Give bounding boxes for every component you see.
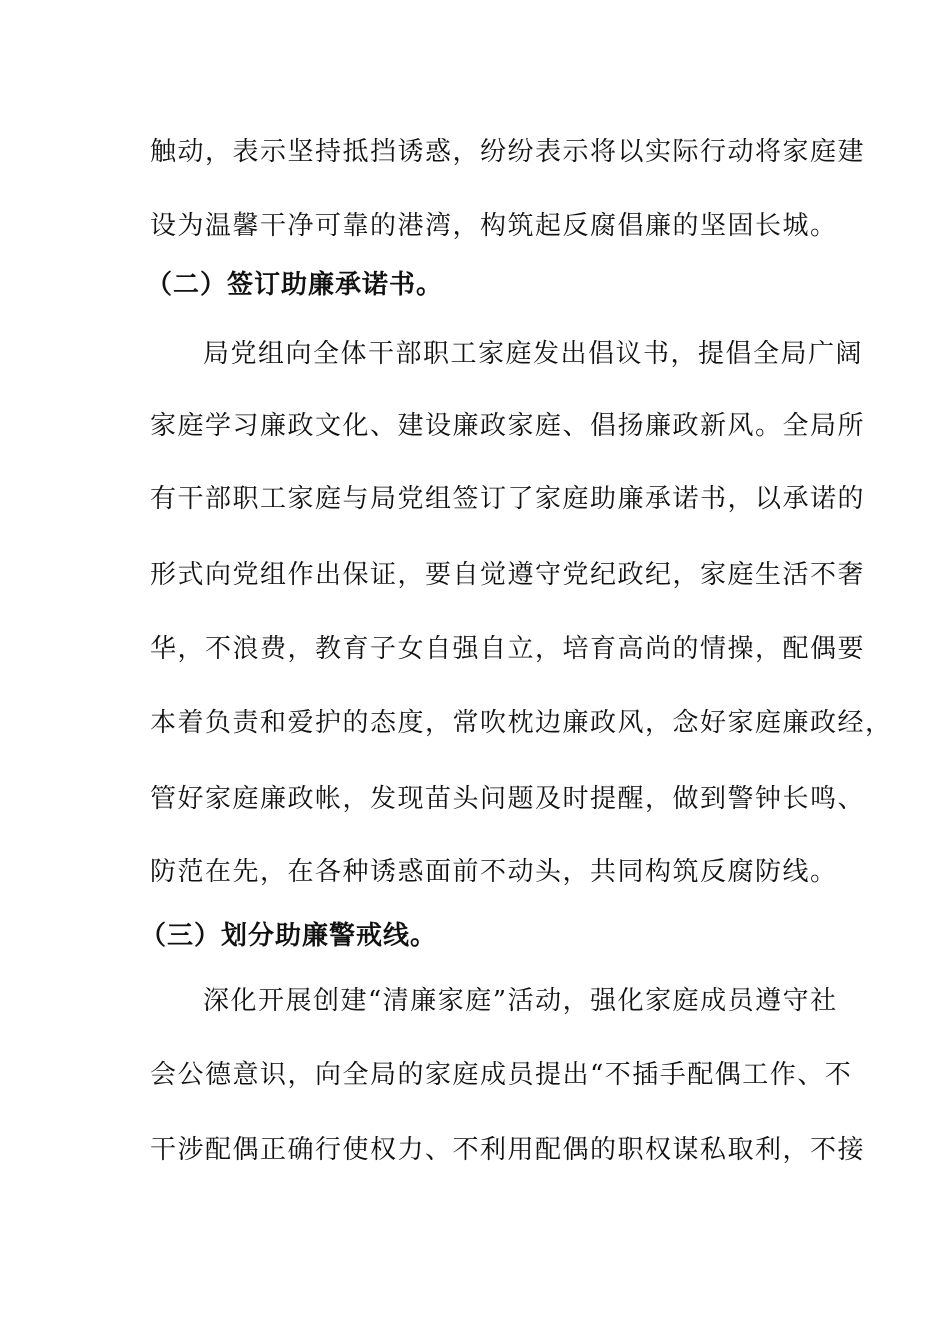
text-line: 防范在先，在各种诱惑面前不动头，共同构筑反腐防线。 — [150, 857, 838, 887]
text-line: 深化开展创建“清廉家庭”活动，强化家庭成员遵守社 — [203, 986, 838, 1016]
text-line: 有干部职工家庭与局党组签订了家庭助廉承诺书，以承诺的 — [150, 484, 866, 514]
section-heading: （二）签订助廉承诺书。 — [146, 270, 444, 300]
section-heading: （三）划分助廉警戒线。 — [140, 921, 438, 951]
text-line: 本着负责和爱护的态度，常吹枕边廉政风，念好家庭廉政经， — [150, 708, 893, 738]
text-line: 设为温馨干净可靠的港湾，构筑起反腐倡廉的坚固长城。 — [150, 211, 838, 241]
text-line: 会公德意识，向全局的家庭成员提出“不插手配偶工作、不 — [150, 1060, 853, 1090]
text-line: 触动，表示坚持抵挡诱惑，纷纷表示将以实际行动将家庭建 — [150, 137, 866, 167]
text-line: 形式向党组作出保证，要自觉遵守党纪政纪，家庭生活不奢 — [150, 560, 866, 590]
text-line: 干涉配偶正确行使权力、不利用配偶的职权谋私取利，不接 — [150, 1135, 866, 1165]
text-line: 华，不浪费，教育子女自强自立，培育高尚的情操，配偶要 — [150, 634, 866, 664]
text-line: 家庭学习廉政文化、建设廉政家庭、倡扬廉政新风。全局所 — [150, 411, 866, 441]
text-line: 局党组向全体干部职工家庭发出倡议书，提倡全局广阔 — [203, 339, 864, 369]
text-line: 管好家庭廉政帐，发现苗头问题及时提醒，做到警钟长鸣、 — [150, 784, 866, 814]
